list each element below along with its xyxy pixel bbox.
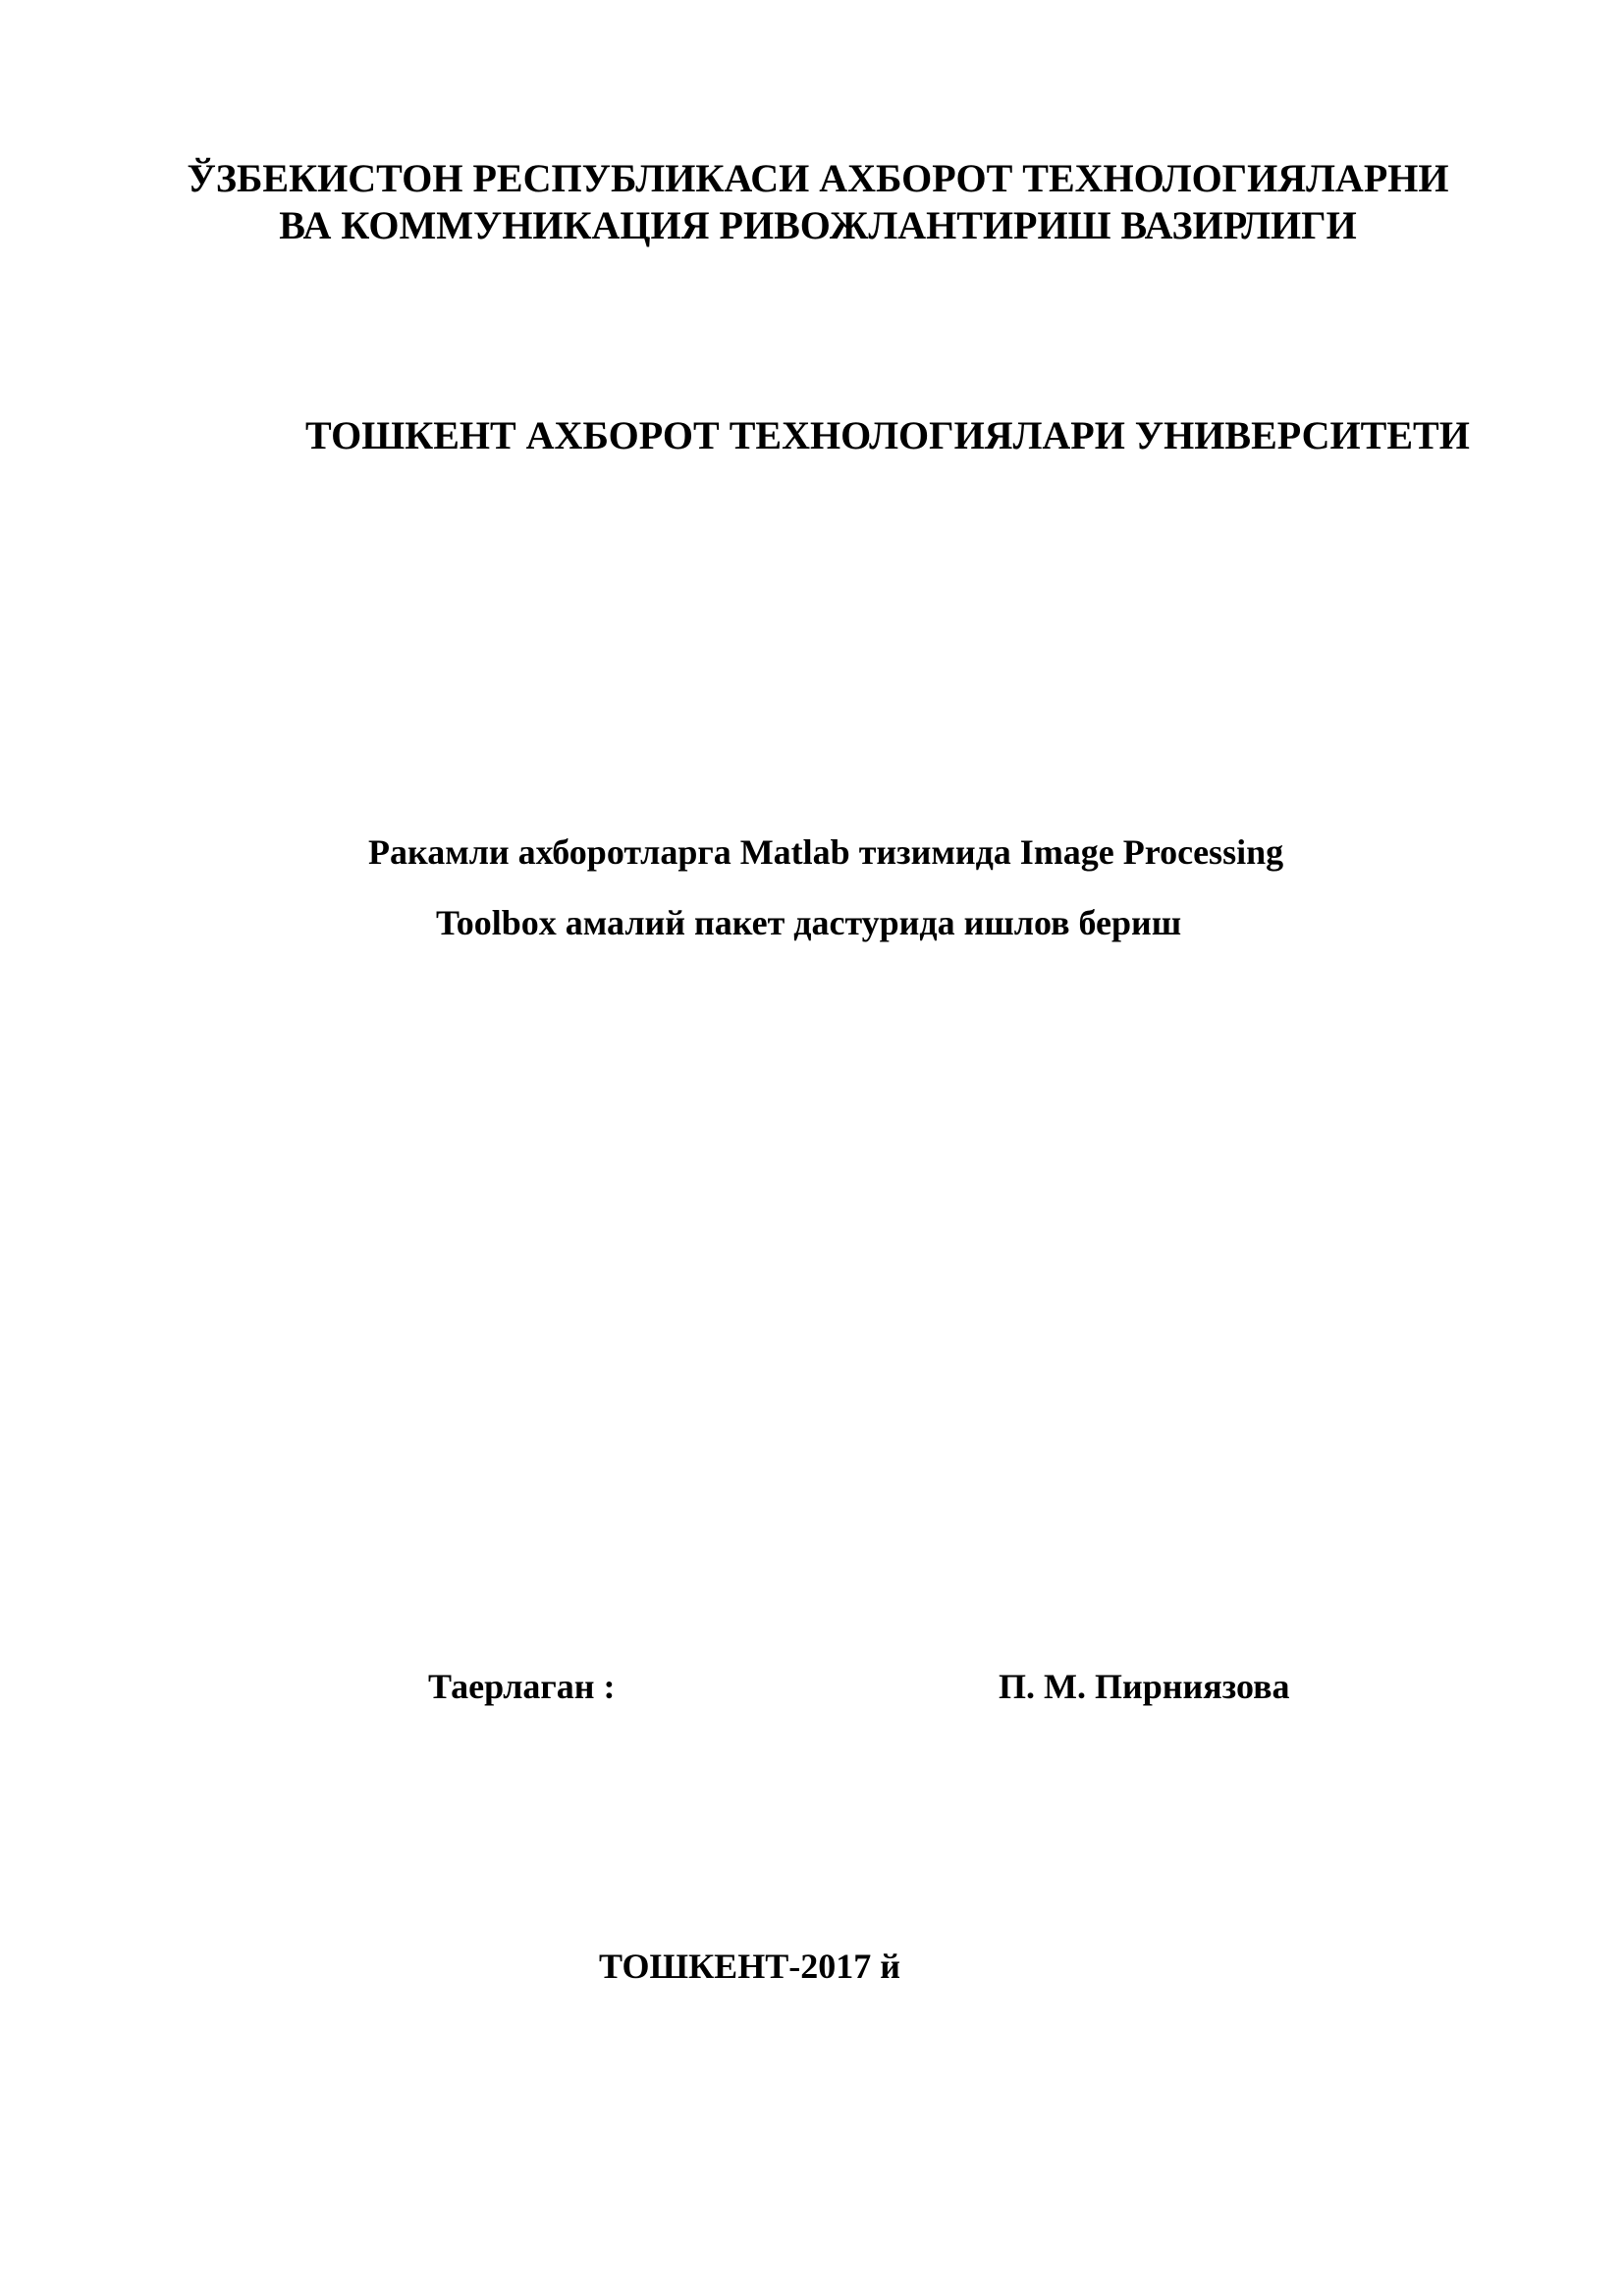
city-year: ТОШКЕНТ-2017 й [599,1947,900,1986]
author-label: Таерлаган : [428,1667,616,1706]
university-name: ТОШКЕНТ АХБОРОТ ТЕХНОЛОГИЯЛАРИ УНИВЕРСИТЕТИ [305,413,1470,457]
ministry-name-line-2: ВА КОММУНИКАЦИЯ РИВОЖЛАНТИРИШ ВАЗИРЛИГИ [279,203,1357,247]
document-title-line-1: Ракамли ахборотларга Matlab тизимида Image Processing [368,832,1284,872]
document-title-line-2: Toolbox амалий пакет дастурида ишлов бериш [436,903,1182,942]
author-name: П. М. Пирниязова [999,1667,1290,1706]
ministry-name-line-1: ЎЗБЕКИСТОН РЕСПУБЛИКАСИ АХБОРОТ ТЕХНОЛОГИЯЛАРНИ [187,156,1449,200]
